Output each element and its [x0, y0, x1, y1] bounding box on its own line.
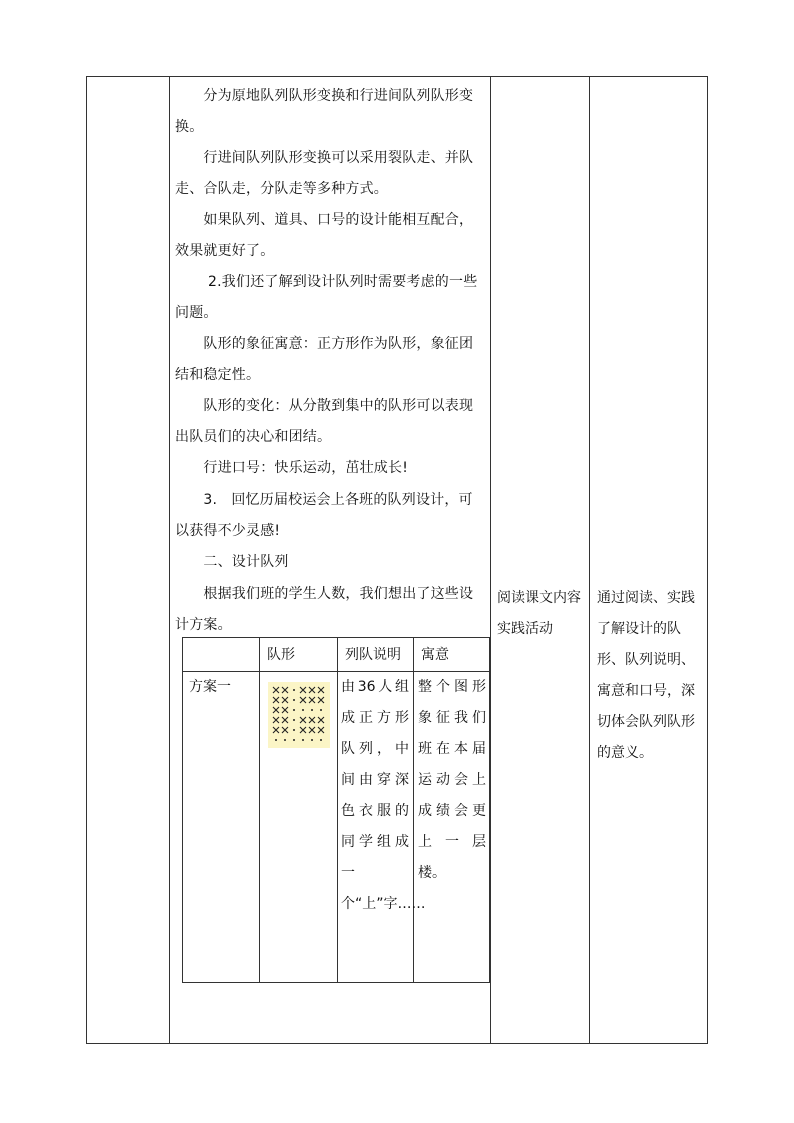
cross-mark	[318, 727, 324, 733]
activity-cell: 阅读课文内容实践活动	[497, 590, 581, 637]
header-meaning: 寓意	[421, 647, 449, 663]
dot-mark	[293, 709, 295, 711]
cross-mark	[300, 717, 306, 723]
cross-mark	[282, 707, 288, 713]
scheme-table	[182, 637, 490, 983]
header-formation: 队形	[267, 647, 295, 663]
cross-mark	[309, 687, 315, 693]
paragraph: 队形的象征寓意：正方形作为队形，象征团结和稳定性。	[175, 336, 474, 383]
paragraph: 行进间队列队形变换可以采用裂队走、并队走、合队走，分队走等多种方式。	[175, 150, 474, 197]
cross-mark	[273, 727, 279, 733]
paragraph: 如果队列、道具、口号的设计能相互配合，效果就更好了。	[175, 212, 474, 259]
cross-mark	[300, 727, 306, 733]
scheme-name: 方案一	[189, 679, 231, 695]
dot-mark	[311, 739, 313, 741]
cross-mark	[318, 687, 324, 693]
cross-mark	[309, 727, 315, 733]
cross-mark	[282, 727, 288, 733]
dot-mark	[302, 709, 304, 711]
dot-mark	[275, 739, 277, 741]
dot-mark	[320, 739, 322, 741]
cross-mark	[309, 717, 315, 723]
cross-mark	[309, 697, 315, 703]
lesson-table	[86, 76, 708, 1044]
column-divider	[413, 638, 414, 982]
dot-mark	[293, 739, 295, 741]
paragraph: 行进口号：快乐运动，茁壮成长!	[175, 460, 409, 476]
dot-mark	[293, 689, 295, 691]
dot-mark	[311, 709, 313, 711]
goal-cell: 通过阅读、实践了解设计的队形、队列说明、寓意和口号，深切体会队列队形的意义。	[597, 590, 695, 761]
dot-mark	[293, 719, 295, 721]
cross-mark	[300, 687, 306, 693]
column-divider	[259, 638, 260, 982]
paragraph: 2.我们还了解到设计队列时需要考虑的一些问题。	[175, 274, 478, 321]
paragraph: 分为原地队列队形变换和行进间队列队形变换。	[175, 88, 474, 135]
column-divider	[490, 77, 491, 1043]
cross-mark	[282, 697, 288, 703]
header-description: 列队说明	[345, 647, 401, 663]
cross-mark	[318, 717, 324, 723]
column-divider	[589, 77, 590, 1043]
dot-mark	[302, 739, 304, 741]
cross-mark	[273, 697, 279, 703]
cross-mark	[273, 687, 279, 693]
paragraph: 根据我们班的学生人数，我们想出了这些设计方案。	[175, 586, 474, 633]
formation-meaning: 整个图形象征我们班在本届运动会上成绩会更上一层楼。	[418, 679, 486, 881]
cross-mark	[273, 707, 279, 713]
cross-mark	[300, 697, 306, 703]
section-heading: 二、设计队列	[175, 554, 289, 570]
cross-mark	[282, 687, 288, 693]
dot-mark	[320, 709, 322, 711]
column-divider	[337, 638, 338, 982]
cross-mark	[318, 697, 324, 703]
column-divider	[169, 77, 170, 1043]
cross-mark	[273, 717, 279, 723]
dot-mark	[293, 729, 295, 731]
paragraph: 队形的变化：从分散到集中的队形可以表现出队员们的决心和团结。	[175, 398, 474, 445]
dot-mark	[293, 699, 295, 701]
cross-mark	[282, 717, 288, 723]
dot-mark	[284, 739, 286, 741]
formation-description: 由36人组成正方形队列，中间由穿深色衣服的同学组成一个“上”字……	[341, 679, 426, 912]
paragraph: 3. 回忆历届校运会上各班的队列设计，可以获得不少灵感!	[175, 492, 473, 539]
cross-formation-icon	[268, 682, 330, 748]
